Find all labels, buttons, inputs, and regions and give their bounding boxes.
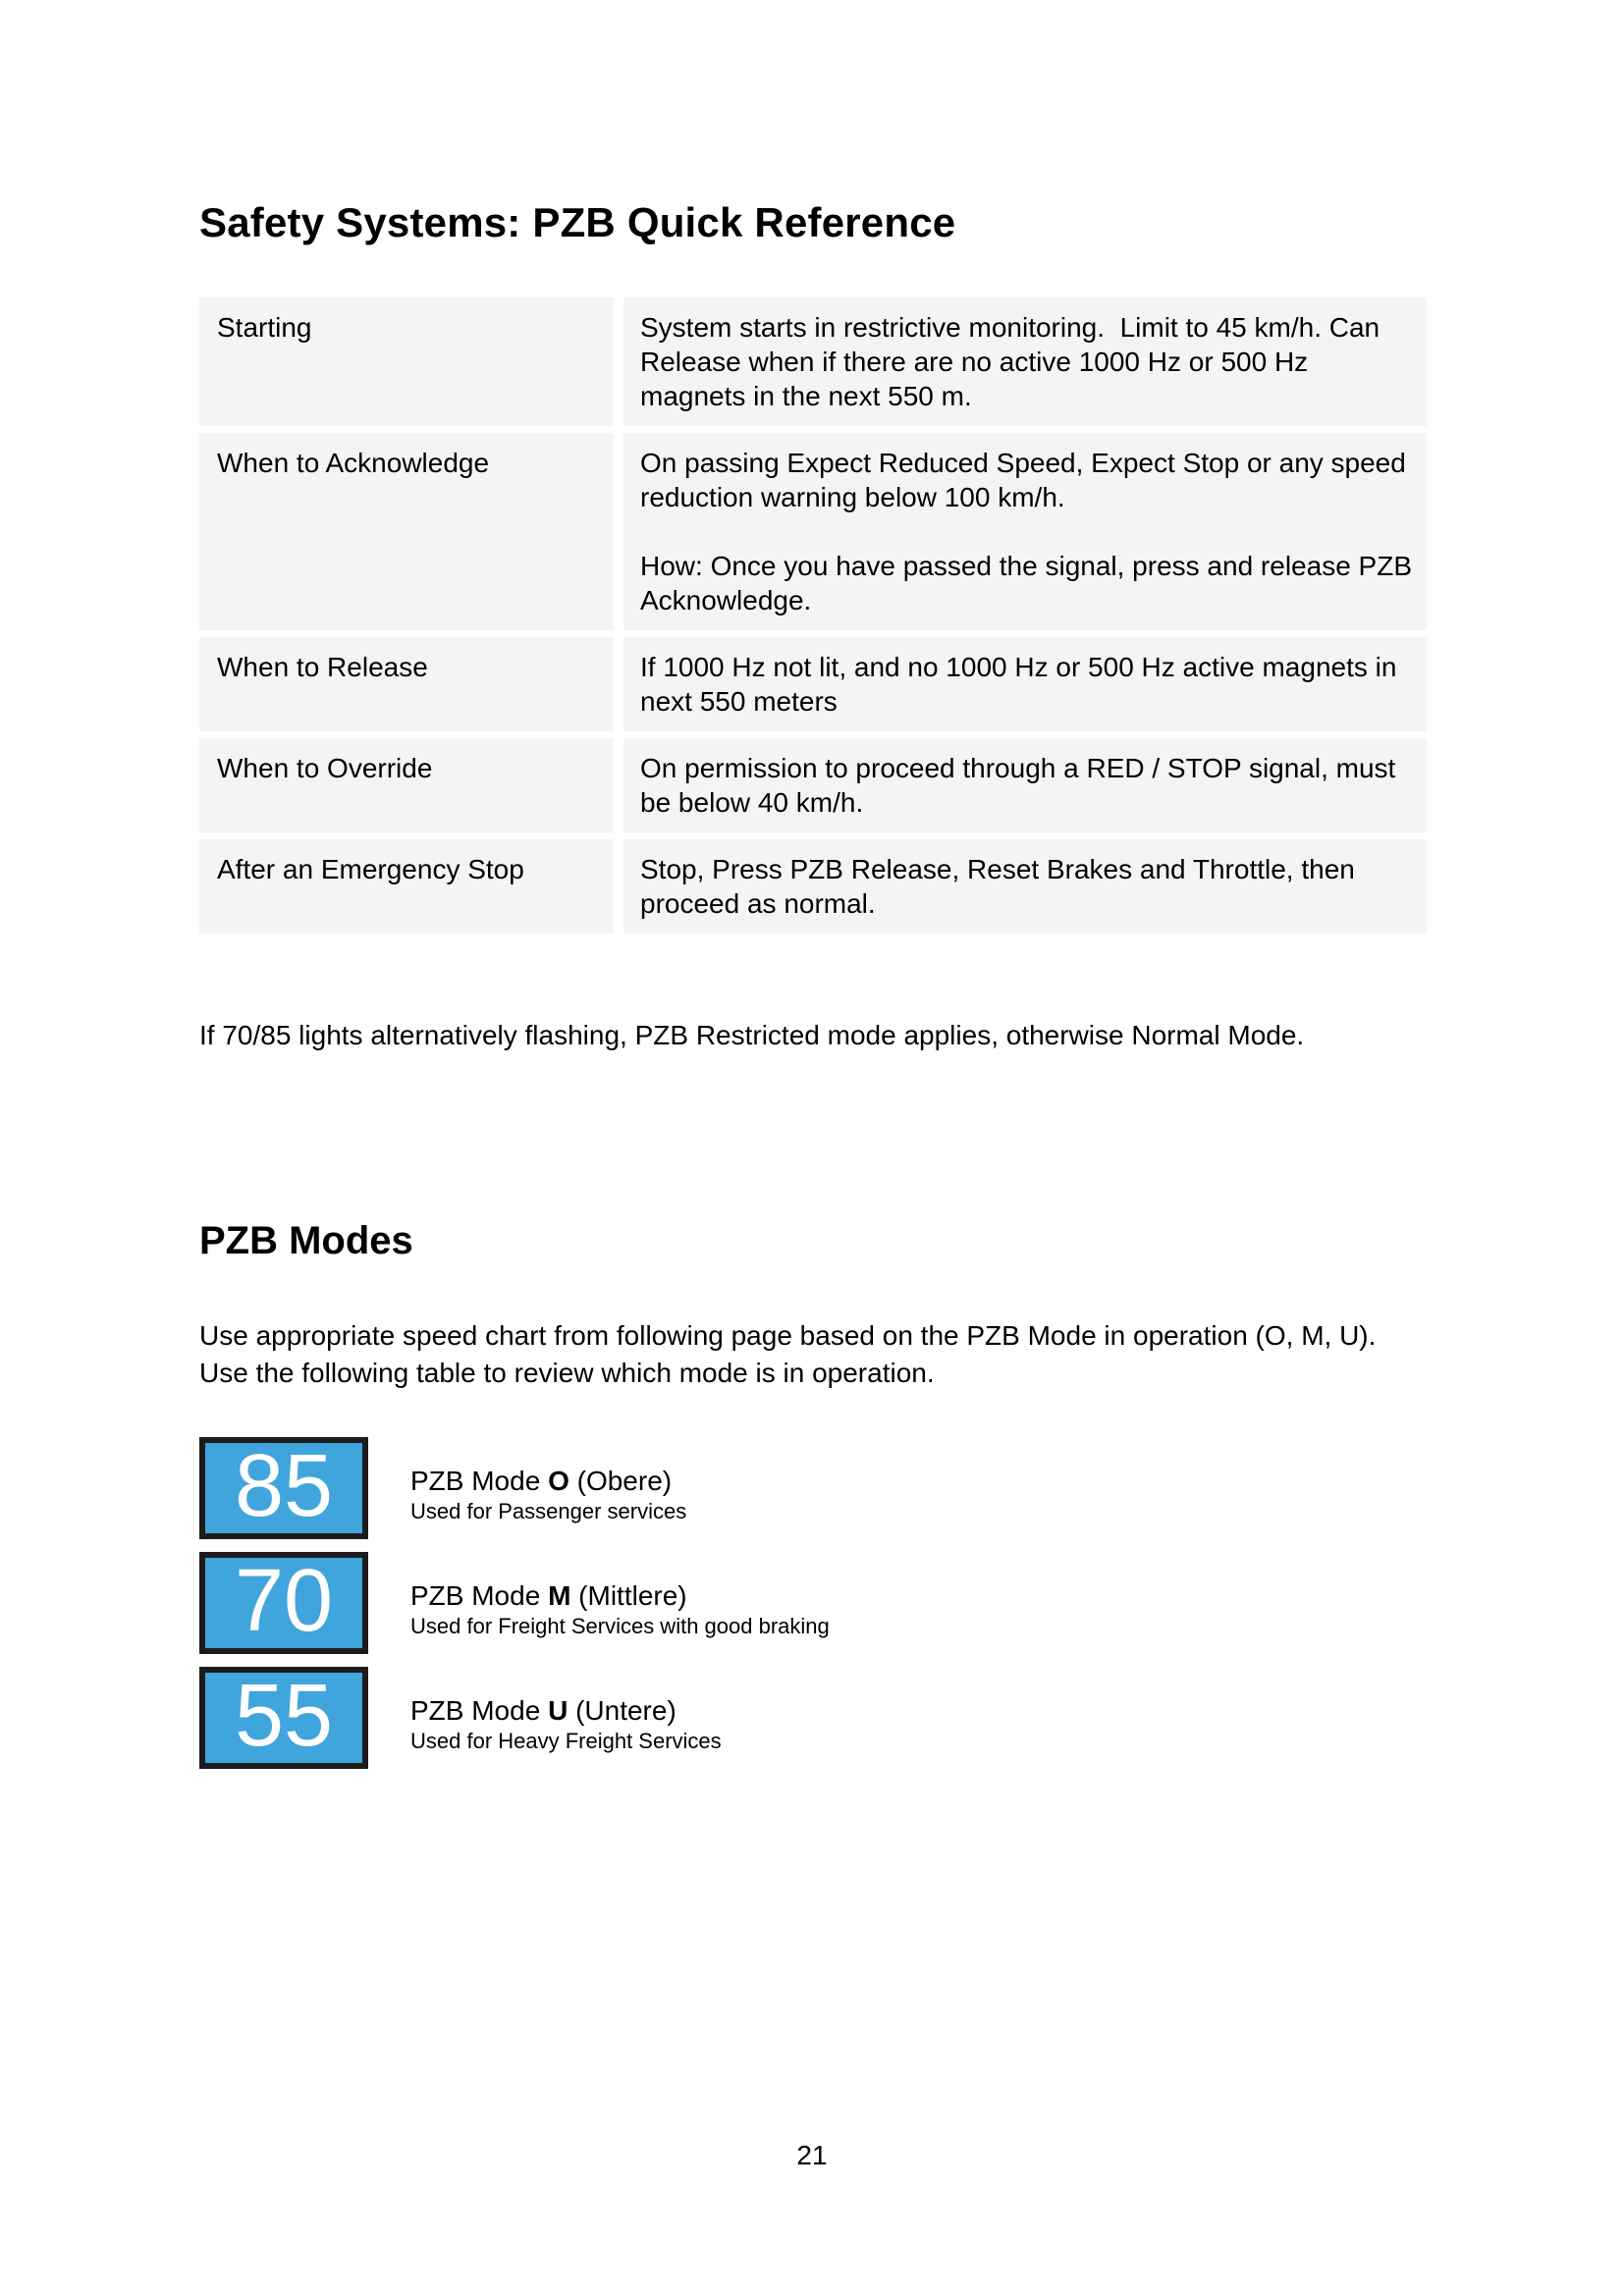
table-row-acknowledge <box>199 433 1427 630</box>
row-content <box>623 738 1427 832</box>
row-paragraph: On permission to proceed through a RED / STOP signal, must be below 40 km/h. <box>640 753 1396 819</box>
mode-label <box>410 1465 686 1498</box>
mode-label <box>410 1579 830 1613</box>
row-label: When to Release <box>199 637 614 731</box>
mode-speed-box <box>199 1437 368 1539</box>
table-row-release <box>199 637 1427 731</box>
page-number: 21 <box>796 2140 828 2170</box>
mode-description: Used for Freight Services with good braking <box>410 1614 830 1639</box>
mode-label <box>410 1694 722 1728</box>
row-label: When to Acknowledge <box>199 433 614 630</box>
modes-intro: Use appropriate speed chart from following page based on the PZB Mode in operation (O, M, U). Use the following table to review which mode is in operation. <box>199 1320 1377 1389</box>
row-content <box>623 637 1427 731</box>
row-paragraph: How: Once you have passed the signal, press and release PZB Acknowledge. <box>640 551 1412 616</box>
mode-item-70 <box>199 1552 1427 1654</box>
row-paragraph: System starts in restrictive monitoring. Limit to 45 km/h. Can Release when if there are no active 1000 Hz or 500 Hz magnets in the next 550 m. <box>640 312 1380 412</box>
row-content <box>623 297 1427 426</box>
row-paragraph: If 1000 Hz not lit, and no 1000 Hz or 500 Hz active magnets in next 550 meters <box>640 652 1397 718</box>
page-title: Safety Systems: PZB Quick Reference <box>199 199 956 245</box>
mode-speed-value: 55 <box>234 1667 334 1766</box>
row-content <box>623 433 1427 630</box>
row-content <box>623 839 1427 934</box>
mode-item-55 <box>199 1667 1427 1769</box>
mode-description: Used for Heavy Freight Services <box>410 1729 722 1754</box>
mode-text <box>410 1451 686 1525</box>
mode-speed-box <box>199 1552 368 1654</box>
table-row-override <box>199 738 1427 832</box>
table-row-emergency-stop <box>199 839 1427 934</box>
row-paragraph: Stop, Press PZB Release, Reset Brakes and Throttle, then proceed as normal. <box>640 854 1355 920</box>
mode-label-suffix: (Mittlere) <box>570 1580 687 1612</box>
mode-speed-value: 70 <box>234 1552 334 1651</box>
mode-item-85 <box>199 1437 1427 1539</box>
mode-description: Used for Passenger services <box>410 1499 687 1524</box>
mode-label-suffix: (Untere) <box>568 1695 677 1727</box>
quick-reference-table <box>199 297 1427 934</box>
row-label: After an Emergency Stop <box>199 839 614 934</box>
mode-label-prefix: PZB Mode <box>410 1580 549 1612</box>
row-label: When to Override <box>199 738 614 832</box>
row-paragraph: On passing Expect Reduced Speed, Expect Stop or any speed reduction warning below 100 km/h. <box>640 448 1406 513</box>
table-row-starting <box>199 297 1427 426</box>
mode-label-suffix: (Obere) <box>568 1466 673 1497</box>
mode-speed-value: 85 <box>234 1437 334 1536</box>
modes-list <box>199 1437 1427 1769</box>
page-content <box>199 0 1427 1782</box>
mode-letter: O <box>548 1466 569 1497</box>
mode-letter: M <box>548 1580 571 1612</box>
note-paragraph: If 70/85 lights alternatively flashing, PZB Restricted mode applies, otherwise Normal Mode. <box>199 1020 1305 1051</box>
mode-letter: U <box>548 1695 568 1727</box>
mode-label-prefix: PZB Mode <box>410 1466 549 1497</box>
mode-speed-box <box>199 1667 368 1769</box>
mode-label-prefix: PZB Mode <box>410 1695 549 1727</box>
mode-text <box>410 1566 830 1640</box>
modes-heading: PZB Modes <box>199 1219 413 1263</box>
mode-text <box>410 1681 722 1755</box>
row-label: Starting <box>199 297 614 426</box>
